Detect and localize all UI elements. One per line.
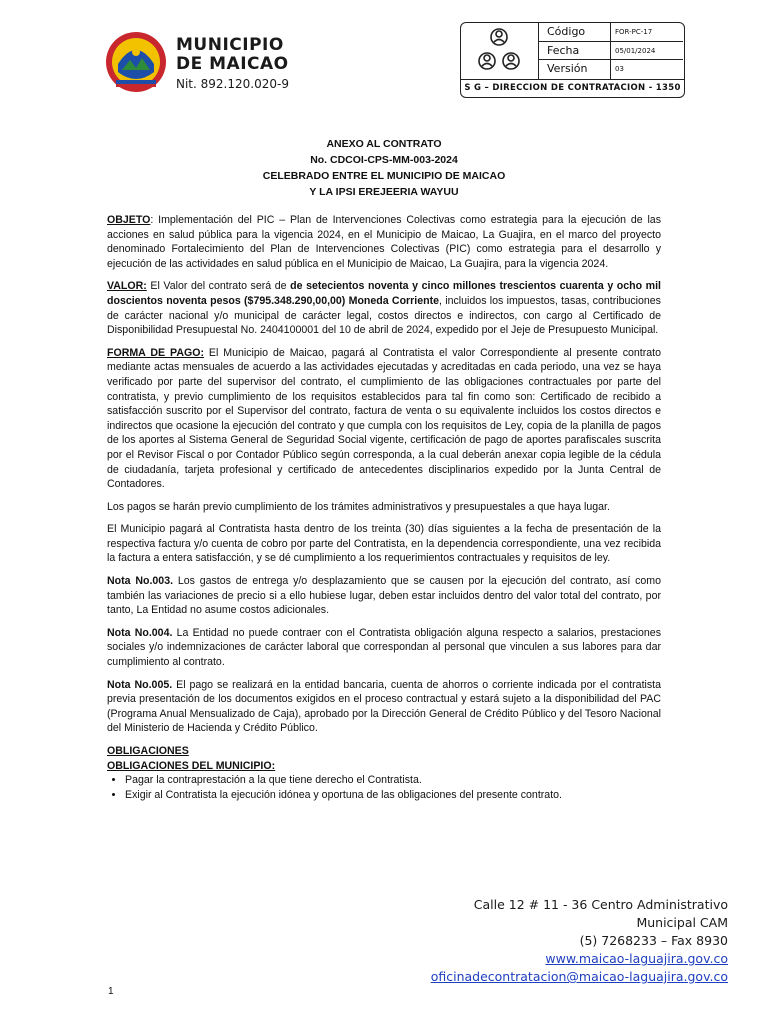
municipio-paragraph: El Municipio pagará al Contratista hasta dentro de los treinta (30) días siguientes a la fecha de presentación de la respectiva factura y/o cuenta de cobro por parte del Contratista, en la dependencia correspondiente, una vez recibida la factura a entera satisfacción, y se dé cumplimiento a los requerimientos contractuales y requisitos de ley. <box>107 523 661 565</box>
document-control-box <box>460 22 685 98</box>
control-fields <box>539 23 683 79</box>
version-row <box>539 60 683 79</box>
title-line-3: CELEBRADO ENTRE EL MUNICIPIO DE MAICAO <box>262 170 506 182</box>
obligaciones-municipio-heading <box>107 759 661 774</box>
version-value: 03 <box>615 65 624 74</box>
email-link[interactable]: oficinadecontratacion@maicao-laguajira.gov.co <box>430 969 728 984</box>
objeto-label: OBJETO <box>107 214 151 226</box>
address-line-2: Municipal CAM <box>636 915 728 930</box>
phone-fax: (5) 7268233 – Fax 8930 <box>579 933 728 948</box>
nota-5-text: El pago se realizará en la entidad bancaria, cuenta de ahorros o corriente indicada por el contratista previa presentación de los documentos exigidos en el proceso contractual y estará sujeto a la disponibilidad del PAC (Programa Anual Mensualizado de Caja), aprobado por la Dirección General de Crédito Público y del Tesoro Nacional del Ministerio de Hacienda y Crédito Público. <box>107 678 662 735</box>
website-link[interactable]: www.maicao-laguajira.gov.co <box>545 951 728 966</box>
dependencia-label: S G – DIRECCION DE CONTRATACION - 1350 <box>461 79 684 97</box>
fecha-value: 05/01/2024 <box>615 46 656 55</box>
obligaciones-list <box>107 773 661 802</box>
control-icon-cell <box>461 23 539 79</box>
objeto-text: : Implementación del PIC – Plan de Intervenciones Colectivas como estrategia para la ejecución de las acciones en salud pública para la vigencia 2024, en el Municipio de Maicao, La Guajira, en el marco del proyecto denominado Fortalecimiento del Plan de Intervenciones Colectivas (PIC) como estrategia para el desarrollo y ejecución de las actividades en salud pública en el Municipio de Maicao, La Guajira, para la vigencia 2024. <box>107 214 661 270</box>
nota-5-paragraph <box>107 678 661 736</box>
obligaciones-municipio-label: OBLIGACIONES DEL MUNICIPIO: <box>107 759 276 772</box>
nota-5-label: Nota No.005. <box>107 678 173 691</box>
people-group-icon <box>461 23 537 77</box>
municipality-logo <box>104 30 294 98</box>
codigo-label: Código <box>539 23 611 41</box>
document-title <box>0 136 768 200</box>
address-line-1: Calle 12 # 11 - 36 Centro Administrativo <box>473 897 728 912</box>
document-body <box>107 213 661 802</box>
obligaciones-heading <box>107 744 661 759</box>
nota-4-text: La Entidad no puede contraer con el Contratista obligación alguna respecto a salarios, prestaciones sociales y/o indemnizaciones de carácter laboral que correspondan al personal que vinculen a sus labores para dar cumplimiento al contrato. <box>107 626 661 669</box>
forma-pago-label: FORMA DE PAGO: <box>107 346 204 359</box>
list-item: • Pagar la contraprestación a la que tiene derecho el Contratista. <box>125 773 661 788</box>
title-line-2: No. CDCOI-CPS-MM-003-2024 <box>310 154 458 166</box>
logo-nit: Nit. 892.120.020-9 <box>176 77 289 91</box>
fecha-label: Fecha <box>539 42 611 60</box>
page-number: 1 <box>108 986 114 997</box>
valor-text-2: , incluidos los impuestos, tasas, contribuciones de carácter nacional y/o municipal de carácter legal, costos directos e indirectos, con cargo al Certificado de Disponibilidad Presupuestal No. 2404100001 del 10 de abril de 2024, expedido por el Jeje de Presupuesto Municipal. <box>107 294 661 337</box>
valor-text-1: El Valor del contrato será de <box>146 280 291 293</box>
title-line-1: ANEXO AL CONTRATO <box>326 138 442 150</box>
nota-3-paragraph <box>107 574 661 618</box>
forma-pago-text: El Municipio de Maicao, pagará al Contratista el valor Correspondiente al presente contrato mediante actas mensuales de acuerdo a las actividades ejecutadas y acreditadas en cada periodo, una vez se haya verificado por parte del supervisor del contrato, el cumplimiento de las obligaciones contractuales por parte del contratista, y previo cumplimiento de los requisitos establecidos para tal fin como son: Certificado de recibido a satisfacción suscrito por el Supervisor del contrato, factura de venta o su equivalente incluidos los costos directos e indirectos que ocasione la ejecución del contrato y que cumpla con los requisitos de Ley, copia de la planilla de pagos de los aportes al Sistema General de Seguridad Social vigente, certificación de pago de aportes parafiscales suscrita por el Revisor Fiscal o por Contador Público según corresponda, a la cual deberán anexar copia legible de la cédula de ciudadanía, tarjeta profesional y certificado de antecedentes disciplinarios expedido por la Junta Central de Contadores. <box>107 346 661 491</box>
codigo-row <box>539 23 683 42</box>
nota-4-label: Nota No.004. <box>107 626 173 639</box>
nota-3-label: Nota No.003. <box>107 575 174 588</box>
pagos-paragraph: Los pagos se harán previo cumplimiento de los trámites administrativos y presupuestales a que haya lugar. <box>107 500 610 513</box>
title-line-4: Y LA IPSI EREJEERIA WAYUU <box>309 186 459 198</box>
nota-4-paragraph <box>107 626 661 670</box>
valor-label: VALOR: <box>107 280 147 293</box>
valor-amount: de setecientos noventa y cinco millones trescientos cuarenta y ocho mil doscientos noventa pesos ($795.348.290,00,00) Moneda Corriente <box>107 280 661 307</box>
version-label: Versión <box>539 60 611 79</box>
logo-text <box>176 36 289 92</box>
objeto-paragraph <box>107 213 661 271</box>
fecha-row <box>539 42 683 61</box>
logo-de-maicao: DE MAICAO <box>176 54 289 74</box>
forma-pago-paragraph <box>107 346 661 492</box>
obligaciones-label: OBLIGACIONES <box>107 745 189 757</box>
nota-3-text: Los gastos de entrega y/o desplazamiento que se causen por la ejecución del contrato, así como también las variaciones de precio si a ello hubiese lugar, deben estar incluidos dentro del valor total del contrato, por tanto, La Entidad no asume costos adicionales. <box>107 575 661 617</box>
logo-municipio: MUNICIPIO <box>176 35 284 55</box>
valor-paragraph <box>107 279 661 337</box>
codigo-value: FOR-PC-17 <box>615 28 653 36</box>
municipality-seal-icon <box>104 30 168 94</box>
list-item: • Exigir al Contratista la ejecución idónea y oportuna de las obligaciones del presente contrato. <box>125 788 661 803</box>
footer-address <box>431 896 728 986</box>
